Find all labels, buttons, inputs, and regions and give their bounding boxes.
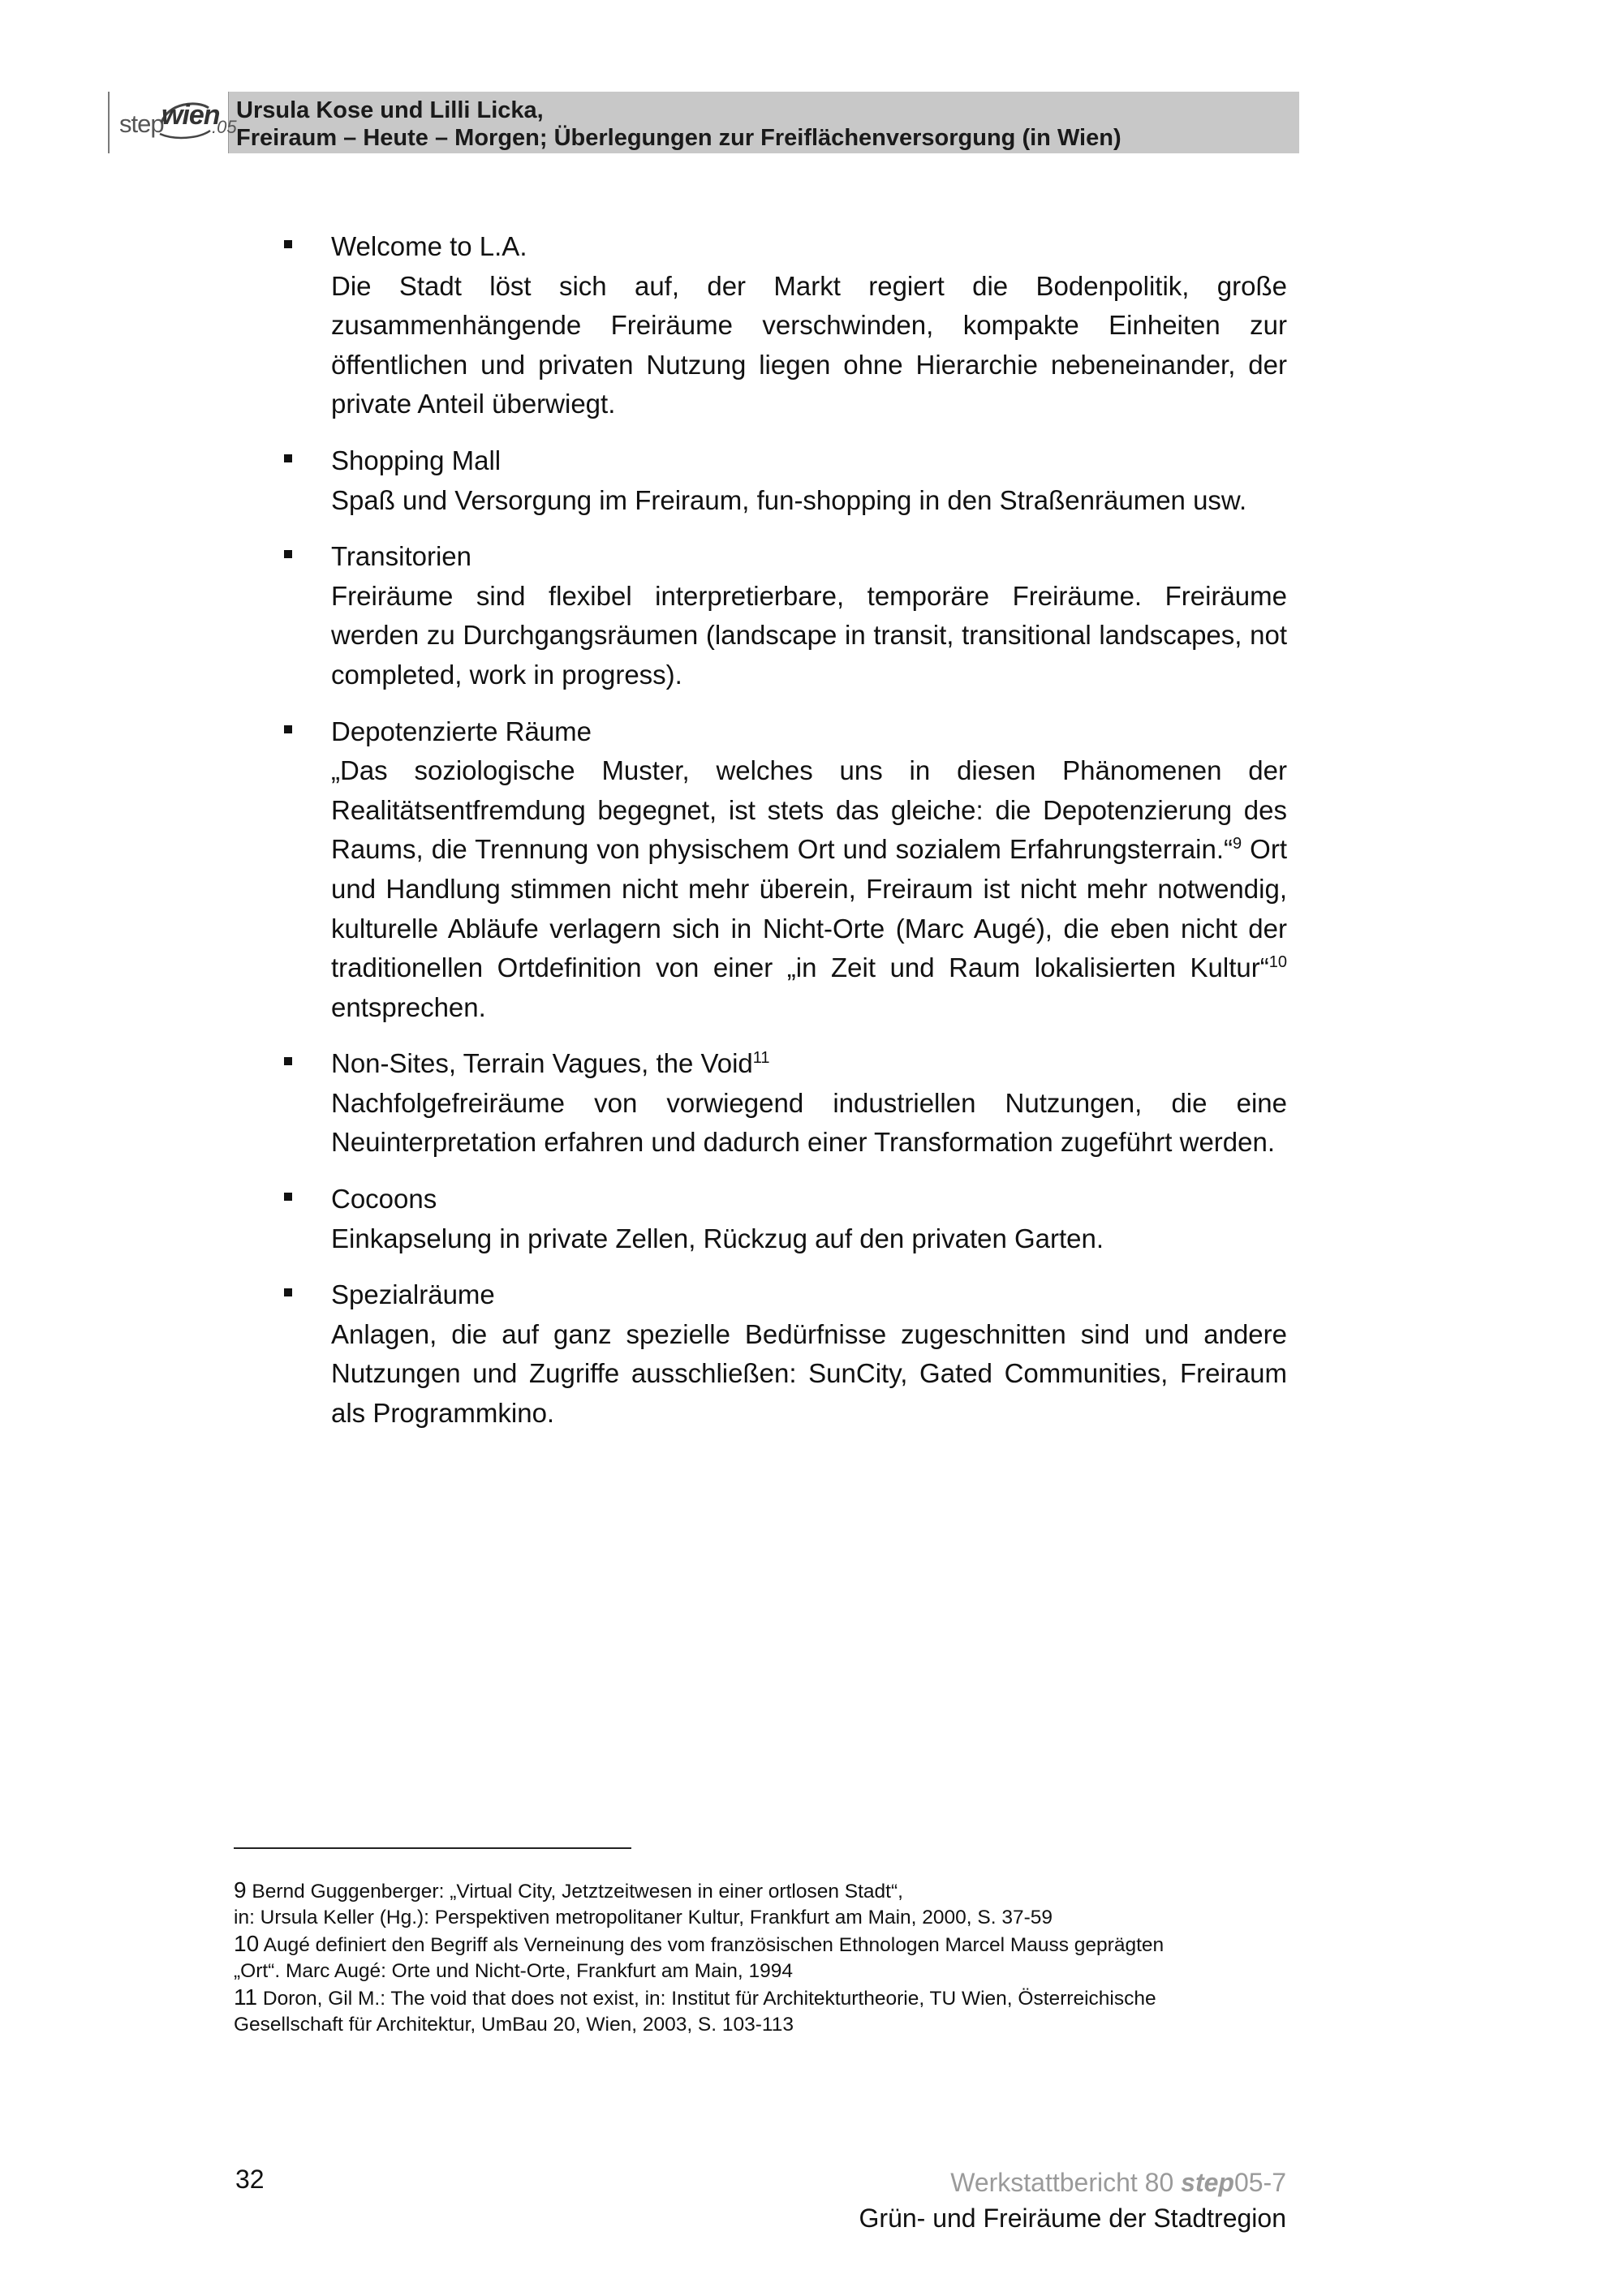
footnote-line: [234, 1984, 1289, 2012]
item-text-part: „Das soziologische Muster, welches uns in diesen Phänomenen der Realitätsentfremdung begegnet, ist stets das gleiche: die Depotenzierung des Raums, die Trennung von physischem Ort und sozialem Erfahrungsterrain.“: [331, 755, 1287, 865]
item-text: Spaß und Versorgung im Freiraum, fun-shopping in den Straßenräumen usw.: [331, 484, 1247, 515]
footnote-ref: 11: [752, 1049, 770, 1068]
footnote-line: [234, 1958, 1289, 1984]
list-item: [286, 227, 1287, 424]
page-number: 32: [235, 2165, 265, 2194]
list-item: [286, 537, 1287, 694]
item-text: Nachfolgefreiräume von vorwiegend industriellen Nutzungen, die eine Neuinterpretation erfahren und dadurch einer Transformation zugeführt werden.: [331, 1087, 1287, 1158]
item-text: Anlagen, die auf ganz spezielle Bedürfnisse zugeschnitten sind und andere Nutzungen und Zugriffe ausschließen: SunCity, Gated Communities, Freiraum als Programmkino.: [331, 1318, 1287, 1429]
footnote-line: [234, 1905, 1289, 1931]
footnote-text: Bernd Guggenberger: „Virtual City, Jetztzeitwesen in einer ortlosen Stadt“,: [246, 1881, 903, 1903]
item-title: Shopping Mall: [331, 445, 502, 475]
page-header: [108, 92, 1299, 153]
item-text: Einkapselung in private Zellen, Rückzug auf den privaten Garten.: [331, 1223, 1104, 1253]
list-item: [286, 441, 1287, 520]
footnote-divider: [234, 1847, 631, 1849]
footnotes: [234, 1877, 1289, 2038]
item-title: Transitorien: [331, 541, 472, 572]
bullet-square-icon: [284, 550, 292, 558]
report-suffix: 05-7: [1233, 2168, 1286, 2197]
header-authors: Ursula Kose und Lilli Licka,: [236, 97, 544, 123]
footnote-number: 9: [234, 1877, 247, 1903]
footnote-ref: 9: [1233, 835, 1242, 853]
footnote-number: 10: [234, 1931, 260, 1956]
bullet-square-icon: [284, 1193, 292, 1201]
footnote-line: [234, 2012, 1289, 2038]
bullet-square-icon: [284, 240, 292, 248]
bullet-square-icon: [284, 1288, 292, 1296]
footnote-line: [234, 1931, 1289, 1958]
logo-wien-text: wien: [161, 100, 220, 131]
footnote-text: „Ort“. Marc Augé: Orte und Nicht-Orte, Frankfurt am Main, 1994: [234, 1960, 793, 1982]
list-item: [286, 1275, 1287, 1433]
footnote-number: 11: [234, 1984, 258, 2010]
footnote-text: in: Ursula Keller (Hg.): Perspektiven metropolitaner Kultur, Frankfurt am Main, 2000, S. 37-59: [234, 1907, 1053, 1928]
item-text-part: entsprechen.: [331, 991, 486, 1022]
step-wien-logo: [108, 92, 237, 153]
page-footer: [859, 2165, 1286, 2236]
logo-step-text: step: [119, 110, 164, 138]
bullet-square-icon: [284, 1057, 292, 1065]
footnote-text: Doron, Gil M.: The void that does not exist, in: Institut für Architekturtheorie, TU Wien, Österreichische: [257, 1988, 1156, 2010]
footnote-line: [234, 1877, 1289, 1905]
footnote-ref: 10: [1268, 953, 1287, 972]
header-title: [236, 97, 1121, 152]
report-title: [859, 2165, 1286, 2200]
report-step: step: [1181, 2168, 1234, 2197]
item-title: Spezialräume: [331, 1279, 495, 1310]
list-item: [286, 1044, 1287, 1163]
item-title-text: Non-Sites, Terrain Vagues, the Void: [331, 1048, 753, 1079]
report-prefix: Werkstattbericht 80: [950, 2168, 1182, 2197]
report-subtitle: Grün- und Freiräume der Stadtregion: [859, 2204, 1286, 2233]
item-text: [331, 751, 1287, 1027]
logo-number-text: .05: [212, 117, 237, 137]
bullet-square-icon: [284, 725, 292, 733]
footnote-text: Gesellschaft für Architektur, UmBau 20, Wien, 2003, S. 103-113: [234, 2014, 794, 2036]
item-title: [331, 1044, 1287, 1084]
item-title: Depotenzierte Räume: [331, 716, 592, 746]
footnote-text: Augé definiert den Begriff als Verneinung des vom französischen Ethnologen Marcel Mauss geprägten: [259, 1934, 1165, 1956]
header-subtitle: Freiraum – Heute – Morgen; Überlegungen zur Freiflächenversorgung (in Wien): [236, 125, 1121, 151]
list-item: [286, 1180, 1287, 1258]
item-text: Freiräume sind flexibel interpretierbare, temporäre Freiräume. Freiräume werden zu Durchgangsräumen (landscape in transit, transitional landscapes, not completed, work in progress).: [331, 580, 1287, 690]
item-text-part: Ort und Handlung stimmen nicht mehr überein, Freiraum ist nicht mehr notwendig, kulturelle Abläufe verlagern sich in Nicht-Orte (Marc Augé), die eben nicht der traditionellen Ortdefinition von einer „in Zeit und Raum lokalisierten Kultur“: [331, 834, 1287, 983]
item-text: Die Stadt löst sich auf, der Markt regiert die Bodenpolitik, große zusammenhängende Freiräume verschwinden, kompakte Einheiten zur öffentlichen und privaten Nutzung liegen ohne Hierarchie nebeneinander, der private Anteil überwiegt.: [331, 270, 1287, 419]
item-title: Welcome to L.A.: [331, 231, 527, 261]
list-item: [286, 712, 1287, 1028]
item-title: Cocoons: [331, 1184, 437, 1215]
bullet-list: [286, 227, 1287, 1451]
bullet-square-icon: [284, 454, 292, 462]
